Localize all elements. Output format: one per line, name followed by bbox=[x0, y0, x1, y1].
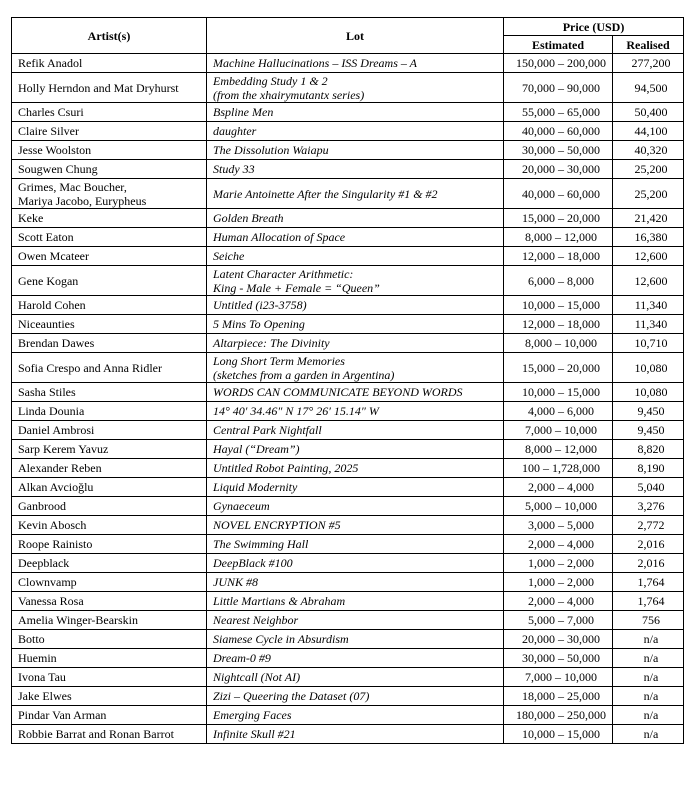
table-row bbox=[12, 611, 684, 630]
artist-cell bbox=[12, 383, 207, 402]
estimated-price-cell: 55,000 – 65,000 bbox=[504, 103, 613, 122]
table-row bbox=[12, 296, 684, 315]
lot-cell-line: Nightcall (Not AI) bbox=[213, 670, 301, 684]
realised-price-cell: 3,276 bbox=[613, 497, 684, 516]
realised-price-cell: 10,080 bbox=[613, 353, 684, 383]
table-row bbox=[12, 497, 684, 516]
realised-price-cell: 21,420 bbox=[613, 209, 684, 228]
estimated-column-header: Estimated bbox=[504, 36, 613, 54]
estimated-price-cell: 10,000 – 15,000 bbox=[504, 296, 613, 315]
lot-cell-line: Central Park Nightfall bbox=[213, 423, 322, 437]
lot-cell-line: Marie Antoinette After the Singularity #1 & #2 bbox=[213, 186, 438, 201]
estimated-price-cell: 8,000 – 10,000 bbox=[504, 334, 613, 353]
artist-cell bbox=[12, 402, 207, 421]
lot-cell-line: The Dissolution Waiapu bbox=[213, 143, 329, 157]
estimated-price-cell: 100 – 1,728,000 bbox=[504, 459, 613, 478]
artist-cell bbox=[12, 266, 207, 296]
table-row bbox=[12, 687, 684, 706]
lot-cell bbox=[207, 103, 504, 122]
estimated-price-cell: 10,000 – 15,000 bbox=[504, 383, 613, 402]
lot-cell-line: Little Martians & Abraham bbox=[213, 594, 346, 608]
lot-cell-line: daughter bbox=[213, 124, 257, 138]
realised-price-cell: 12,600 bbox=[613, 266, 684, 296]
realised-price-cell: 11,340 bbox=[613, 296, 684, 315]
lot-cell-line: Nearest Neighbor bbox=[213, 613, 299, 627]
estimated-price-cell: 12,000 – 18,000 bbox=[504, 247, 613, 266]
estimated-price-cell: 30,000 – 50,000 bbox=[504, 141, 613, 160]
lot-cell-line: Human Allocation of Space bbox=[213, 230, 346, 244]
artist-cell-line: Grimes, Mac Boucher, bbox=[18, 179, 127, 194]
lot-cell-line: Long Short Term Memories bbox=[213, 353, 345, 368]
artist-cell bbox=[12, 334, 207, 353]
lot-cell-line: King - Male + Female = “Queen” bbox=[213, 280, 380, 295]
artist-cell-line: Keke bbox=[18, 211, 44, 225]
lot-cell-line: (sketches from a garden in Argentina) bbox=[213, 367, 395, 382]
lot-cell bbox=[207, 334, 504, 353]
lot-cell bbox=[207, 402, 504, 421]
estimated-price-cell: 4,000 – 6,000 bbox=[504, 402, 613, 421]
artist-cell bbox=[12, 478, 207, 497]
table-row bbox=[12, 402, 684, 421]
lot-cell bbox=[207, 687, 504, 706]
lot-cell bbox=[207, 459, 504, 478]
artist-cell-line: Sasha Stiles bbox=[18, 385, 76, 399]
artist-cell bbox=[12, 668, 207, 687]
artist-cell bbox=[12, 179, 207, 209]
lot-cell-line: Latent Character Arithmetic: bbox=[213, 266, 354, 281]
table-row bbox=[12, 54, 684, 73]
artist-cell-line: Kevin Abosch bbox=[18, 518, 87, 532]
lot-cell-line: Machine Hallucinations – ISS Dreams – A bbox=[213, 56, 417, 70]
artist-cell bbox=[12, 54, 207, 73]
artist-cell bbox=[12, 440, 207, 459]
lot-cell bbox=[207, 611, 504, 630]
lot-cell-line: Seiche bbox=[213, 249, 245, 263]
artist-cell bbox=[12, 141, 207, 160]
artist-cell-line: Jesse Woolston bbox=[18, 143, 92, 157]
artist-cell-line: Sofia Crespo and Anna Ridler bbox=[18, 360, 162, 375]
lot-cell bbox=[207, 209, 504, 228]
lot-column-header: Lot bbox=[207, 18, 504, 54]
lot-cell-line: Siamese Cycle in Absurdism bbox=[213, 632, 349, 646]
artist-cell bbox=[12, 592, 207, 611]
lot-cell bbox=[207, 266, 504, 296]
artist-cell-line: Niceaunties bbox=[18, 317, 75, 331]
table-header bbox=[12, 18, 684, 54]
table-row bbox=[12, 668, 684, 687]
artist-column-header: Artist(s) bbox=[12, 18, 207, 54]
lot-cell-line: Hayal (“Dream”) bbox=[213, 442, 300, 456]
artist-cell bbox=[12, 103, 207, 122]
artist-cell bbox=[12, 353, 207, 383]
artist-cell bbox=[12, 228, 207, 247]
lot-cell-line: Bspline Men bbox=[213, 105, 274, 119]
artist-cell-line: Daniel Ambrosi bbox=[18, 423, 95, 437]
artist-cell bbox=[12, 611, 207, 630]
artist-cell-line: Sougwen Chung bbox=[18, 162, 98, 176]
lot-cell bbox=[207, 54, 504, 73]
table-row bbox=[12, 160, 684, 179]
estimated-price-cell: 10,000 – 15,000 bbox=[504, 725, 613, 744]
artist-cell-line: Alkan Avcioğlu bbox=[18, 480, 94, 494]
realised-column-header: Realised bbox=[613, 36, 684, 54]
price-column-header: Price (USD) bbox=[504, 18, 684, 36]
table-row bbox=[12, 315, 684, 334]
lot-cell-line: Gynaeceum bbox=[213, 499, 270, 513]
table-row bbox=[12, 73, 684, 103]
table-row bbox=[12, 592, 684, 611]
lot-cell bbox=[207, 706, 504, 725]
realised-price-cell: 8,820 bbox=[613, 440, 684, 459]
realised-price-cell: 10,080 bbox=[613, 383, 684, 402]
artist-cell bbox=[12, 649, 207, 668]
artist-cell-line: Jake Elwes bbox=[18, 689, 72, 703]
estimated-price-cell: 12,000 – 18,000 bbox=[504, 315, 613, 334]
lot-cell bbox=[207, 141, 504, 160]
artist-cell bbox=[12, 573, 207, 592]
artist-cell-line: Deepblack bbox=[18, 556, 70, 570]
table-row bbox=[12, 228, 684, 247]
lot-cell-line: Zizi – Queering the Dataset (07) bbox=[213, 689, 370, 703]
realised-price-cell: 50,400 bbox=[613, 103, 684, 122]
artist-cell-line: Robbie Barrat and Ronan Barrot bbox=[18, 727, 174, 741]
realised-price-cell: n/a bbox=[613, 687, 684, 706]
estimated-price-cell: 70,000 – 90,000 bbox=[504, 73, 613, 103]
artist-cell-line: Charles Csuri bbox=[18, 105, 84, 119]
lot-cell bbox=[207, 247, 504, 266]
table-row bbox=[12, 440, 684, 459]
table-row bbox=[12, 649, 684, 668]
artist-cell-line: Linda Dounia bbox=[18, 404, 85, 418]
lot-cell bbox=[207, 383, 504, 402]
estimated-price-cell: 5,000 – 10,000 bbox=[504, 497, 613, 516]
table-row bbox=[12, 459, 684, 478]
table-row bbox=[12, 516, 684, 535]
estimated-price-cell: 150,000 – 200,000 bbox=[504, 54, 613, 73]
artist-cell bbox=[12, 209, 207, 228]
artist-cell bbox=[12, 73, 207, 103]
artist-cell-line: Mariya Jacobo, Eurypheus bbox=[18, 193, 147, 208]
lot-cell-line: Embedding Study 1 & 2 bbox=[213, 73, 328, 88]
lot-cell-line: Altarpiece: The Divinity bbox=[213, 336, 330, 350]
table-row bbox=[12, 478, 684, 497]
lot-cell bbox=[207, 315, 504, 334]
estimated-price-cell: 180,000 – 250,000 bbox=[504, 706, 613, 725]
artist-cell-line: Ganbrood bbox=[18, 499, 66, 513]
lot-cell bbox=[207, 73, 504, 103]
estimated-price-cell: 20,000 – 30,000 bbox=[504, 160, 613, 179]
lot-cell-line: Study 33 bbox=[213, 162, 255, 176]
realised-price-cell: 25,200 bbox=[613, 160, 684, 179]
realised-price-cell: n/a bbox=[613, 649, 684, 668]
estimated-price-cell: 3,000 – 5,000 bbox=[504, 516, 613, 535]
artist-cell bbox=[12, 421, 207, 440]
estimated-price-cell: 7,000 – 10,000 bbox=[504, 421, 613, 440]
realised-price-cell: 11,340 bbox=[613, 315, 684, 334]
lot-cell bbox=[207, 440, 504, 459]
artist-cell bbox=[12, 497, 207, 516]
realised-price-cell: 2,016 bbox=[613, 535, 684, 554]
artist-cell-line: Gene Kogan bbox=[18, 273, 79, 288]
artist-cell bbox=[12, 535, 207, 554]
artist-cell bbox=[12, 687, 207, 706]
estimated-price-cell: 6,000 – 8,000 bbox=[504, 266, 613, 296]
estimated-price-cell: 8,000 – 12,000 bbox=[504, 440, 613, 459]
artist-cell-line: Scott Eaton bbox=[18, 230, 74, 244]
estimated-price-cell: 8,000 – 12,000 bbox=[504, 228, 613, 247]
realised-price-cell: 756 bbox=[613, 611, 684, 630]
lot-cell-line: Dream-0 #9 bbox=[213, 651, 271, 665]
artist-cell-line: Holly Herndon and Mat Dryhurst bbox=[18, 80, 179, 95]
artist-cell bbox=[12, 516, 207, 535]
lot-cell bbox=[207, 353, 504, 383]
estimated-price-cell: 18,000 – 25,000 bbox=[504, 687, 613, 706]
table-row bbox=[12, 573, 684, 592]
table-row bbox=[12, 353, 684, 383]
realised-price-cell: 10,710 bbox=[613, 334, 684, 353]
lot-cell-line: Infinite Skull #21 bbox=[213, 727, 296, 741]
estimated-price-cell: 1,000 – 2,000 bbox=[504, 573, 613, 592]
artist-cell-line: Vanessa Rosa bbox=[18, 594, 84, 608]
estimated-price-cell: 5,000 – 7,000 bbox=[504, 611, 613, 630]
artist-cell bbox=[12, 630, 207, 649]
artist-cell bbox=[12, 554, 207, 573]
artist-cell-line: Harold Cohen bbox=[18, 298, 86, 312]
artist-cell-line: Amelia Winger-Bearskin bbox=[18, 613, 139, 627]
lot-cell bbox=[207, 668, 504, 687]
table-body bbox=[12, 54, 684, 744]
table-row bbox=[12, 725, 684, 744]
lot-cell-line: Untitled Robot Painting, 2025 bbox=[213, 461, 359, 475]
lot-cell-line: NOVEL ENCRYPTION #5 bbox=[213, 518, 341, 532]
lot-cell-line: Golden Breath bbox=[213, 211, 284, 225]
realised-price-cell: 2,772 bbox=[613, 516, 684, 535]
artist-cell-line: Owen Mcateer bbox=[18, 249, 89, 263]
lot-cell-line: Untitled (i23-3758) bbox=[213, 298, 307, 312]
table-row bbox=[12, 179, 684, 209]
artist-cell-line: Clownvamp bbox=[18, 575, 77, 589]
realised-price-cell: n/a bbox=[613, 725, 684, 744]
artist-cell bbox=[12, 315, 207, 334]
estimated-price-cell: 20,000 – 30,000 bbox=[504, 630, 613, 649]
table-row bbox=[12, 266, 684, 296]
artist-cell bbox=[12, 247, 207, 266]
auction-results-table bbox=[11, 17, 684, 744]
realised-price-cell: 5,040 bbox=[613, 478, 684, 497]
table-row bbox=[12, 630, 684, 649]
lot-cell bbox=[207, 725, 504, 744]
lot-cell-line: The Swimming Hall bbox=[213, 537, 309, 551]
table-row bbox=[12, 554, 684, 573]
estimated-price-cell: 40,000 – 60,000 bbox=[504, 179, 613, 209]
lot-cell bbox=[207, 160, 504, 179]
table-row bbox=[12, 103, 684, 122]
artist-cell-line: Alexander Reben bbox=[18, 461, 102, 475]
artist-cell bbox=[12, 122, 207, 141]
realised-price-cell: 25,200 bbox=[613, 179, 684, 209]
artist-cell bbox=[12, 160, 207, 179]
lot-cell bbox=[207, 296, 504, 315]
artist-cell-line: Botto bbox=[18, 632, 45, 646]
realised-price-cell: 9,450 bbox=[613, 402, 684, 421]
lot-cell-line: 14° 40′ 34.46″ N 17° 26′ 15.14″ W bbox=[213, 404, 379, 418]
artist-cell-line: Ivona Tau bbox=[18, 670, 66, 684]
lot-cell bbox=[207, 497, 504, 516]
lot-cell bbox=[207, 516, 504, 535]
artist-cell bbox=[12, 296, 207, 315]
table-row bbox=[12, 706, 684, 725]
lot-cell bbox=[207, 228, 504, 247]
artist-cell-line: Claire Silver bbox=[18, 124, 79, 138]
lot-cell-line: 5 Mins To Opening bbox=[213, 317, 305, 331]
realised-price-cell: n/a bbox=[613, 668, 684, 687]
realised-price-cell: n/a bbox=[613, 706, 684, 725]
estimated-price-cell: 2,000 – 4,000 bbox=[504, 535, 613, 554]
realised-price-cell: 1,764 bbox=[613, 592, 684, 611]
lot-cell-line: DeepBlack #100 bbox=[213, 556, 293, 570]
realised-price-cell: 277,200 bbox=[613, 54, 684, 73]
table-row bbox=[12, 209, 684, 228]
estimated-price-cell: 40,000 – 60,000 bbox=[504, 122, 613, 141]
lot-cell bbox=[207, 478, 504, 497]
realised-price-cell: 94,500 bbox=[613, 73, 684, 103]
artist-cell bbox=[12, 725, 207, 744]
lot-cell bbox=[207, 554, 504, 573]
estimated-price-cell: 15,000 – 20,000 bbox=[504, 353, 613, 383]
lot-cell bbox=[207, 630, 504, 649]
lot-cell bbox=[207, 421, 504, 440]
table-row bbox=[12, 247, 684, 266]
lot-cell bbox=[207, 592, 504, 611]
artist-cell-line: Sarp Kerem Yavuz bbox=[18, 442, 109, 456]
realised-price-cell: 2,016 bbox=[613, 554, 684, 573]
artist-cell-line: Brendan Dawes bbox=[18, 336, 95, 350]
lot-cell-line: WORDS CAN COMMUNICATE BEYOND WORDS bbox=[213, 385, 463, 399]
estimated-price-cell: 1,000 – 2,000 bbox=[504, 554, 613, 573]
artist-cell-line: Huemin bbox=[18, 651, 57, 665]
realised-price-cell: 40,320 bbox=[613, 141, 684, 160]
estimated-price-cell: 7,000 – 10,000 bbox=[504, 668, 613, 687]
lot-cell bbox=[207, 122, 504, 141]
realised-price-cell: 12,600 bbox=[613, 247, 684, 266]
realised-price-cell: 44,100 bbox=[613, 122, 684, 141]
artist-cell bbox=[12, 706, 207, 725]
lot-cell-line: JUNK #8 bbox=[213, 575, 258, 589]
table-row bbox=[12, 383, 684, 402]
table-row bbox=[12, 122, 684, 141]
lot-cell bbox=[207, 535, 504, 554]
artist-cell-line: Roope Rainisto bbox=[18, 537, 93, 551]
realised-price-cell: 1,764 bbox=[613, 573, 684, 592]
realised-price-cell: 16,380 bbox=[613, 228, 684, 247]
table-row bbox=[12, 141, 684, 160]
estimated-price-cell: 2,000 – 4,000 bbox=[504, 592, 613, 611]
artist-cell-line: Refik Anadol bbox=[18, 56, 83, 70]
lot-cell-line: Liquid Modernity bbox=[213, 480, 298, 494]
estimated-price-cell: 30,000 – 50,000 bbox=[504, 649, 613, 668]
estimated-price-cell: 15,000 – 20,000 bbox=[504, 209, 613, 228]
artist-cell-line: Pindar Van Arman bbox=[18, 708, 107, 722]
lot-cell bbox=[207, 179, 504, 209]
realised-price-cell: n/a bbox=[613, 630, 684, 649]
realised-price-cell: 9,450 bbox=[613, 421, 684, 440]
estimated-price-cell: 2,000 – 4,000 bbox=[504, 478, 613, 497]
table-row bbox=[12, 535, 684, 554]
table-row bbox=[12, 334, 684, 353]
lot-cell-line: Emerging Faces bbox=[213, 708, 292, 722]
lot-cell bbox=[207, 649, 504, 668]
lot-cell bbox=[207, 573, 504, 592]
table-row bbox=[12, 421, 684, 440]
lot-cell-line: (from the xhairymutantx series) bbox=[213, 87, 365, 102]
realised-price-cell: 8,190 bbox=[613, 459, 684, 478]
artist-cell bbox=[12, 459, 207, 478]
